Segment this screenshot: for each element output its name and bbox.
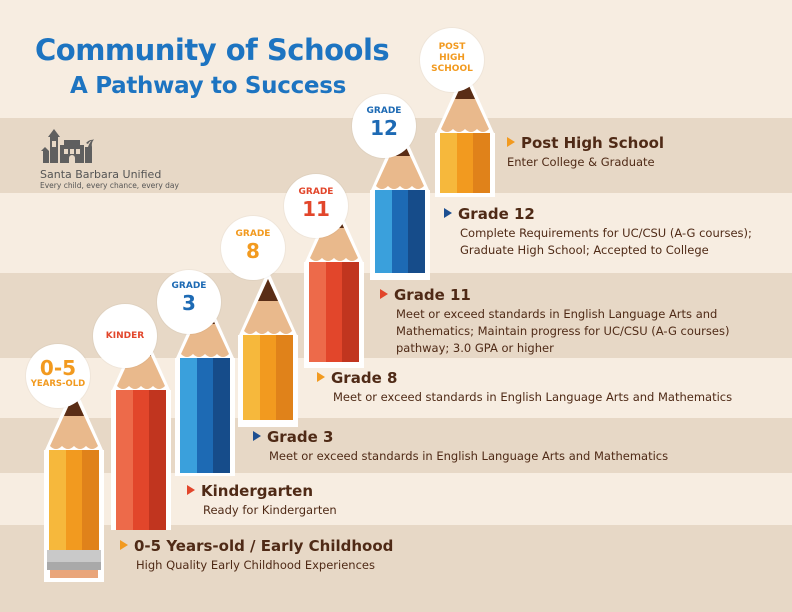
entry-title: Post High School (521, 134, 665, 152)
entry-desc: Ready for Kindergarten (203, 503, 337, 517)
entry-title: Kindergarten (201, 482, 314, 500)
entry-title: Grade 3 (267, 428, 334, 446)
entry-desc: Meet or exceed standards in English Language Arts and Mathematics (269, 449, 669, 463)
label-post-high-school: POST HIGH SCHOOL (420, 28, 484, 92)
entry-desc: pathway; 3.0 GPA or higher (396, 341, 554, 355)
label-kinder: KINDER (93, 304, 157, 368)
entry-desc: Meet or exceed standards in English Language Arts and (396, 307, 718, 321)
arrow-right-icon (253, 431, 261, 441)
entry-desc: Meet or exceed standards in English Language Arts and Mathematics (333, 390, 733, 404)
entry-grade-11 (380, 286, 729, 356)
label-grade-11: GRADE 11 (284, 174, 348, 238)
entry-kindergarten (187, 482, 337, 518)
label-grade-8: GRADE 8 (221, 216, 285, 280)
logo-tagline: Every child, every chance, every day (40, 181, 179, 190)
label-early-childhood: 0-5 YEARS-OLD (26, 344, 90, 408)
title-line-2: A Pathway to Success (70, 73, 346, 99)
entry-title: Grade 12 (458, 205, 535, 223)
label-grade-12: GRADE 12 (352, 94, 416, 158)
arrow-right-icon (507, 137, 515, 147)
logo-name: Santa Barbara Unified (40, 168, 162, 181)
entry-post-high-school (507, 134, 664, 170)
entry-grade-3 (253, 428, 668, 464)
entry-desc: Mathematics; Maintain progress for UC/CSU (A-G courses) (396, 324, 730, 338)
pencil-early-childhood (44, 385, 104, 582)
title-line-1: Community of Schools (35, 33, 390, 67)
arrow-right-icon (444, 208, 452, 218)
entry-early-childhood (120, 537, 393, 573)
entry-grade-12 (444, 205, 752, 258)
arrow-right-icon (187, 485, 195, 495)
arrow-right-icon (380, 289, 388, 299)
pencil-grade-8 (238, 270, 298, 427)
arrow-right-icon (317, 372, 325, 382)
label-grade-3: GRADE 3 (157, 270, 221, 334)
entry-grade-8 (317, 369, 732, 405)
entry-desc: Graduate High School; Accepted to College (460, 243, 709, 257)
entry-title: Grade 11 (394, 286, 471, 304)
entry-title: Grade 8 (331, 369, 398, 387)
entry-desc: Enter College & Graduate (507, 155, 655, 169)
entry-desc: High Quality Early Childhood Experiences (136, 558, 375, 572)
entry-title: 0-5 Years-old / Early Childhood (134, 537, 394, 555)
entry-desc: Complete Requirements for UC/CSU (A-G courses); (460, 226, 752, 240)
arrow-right-icon (120, 540, 128, 550)
